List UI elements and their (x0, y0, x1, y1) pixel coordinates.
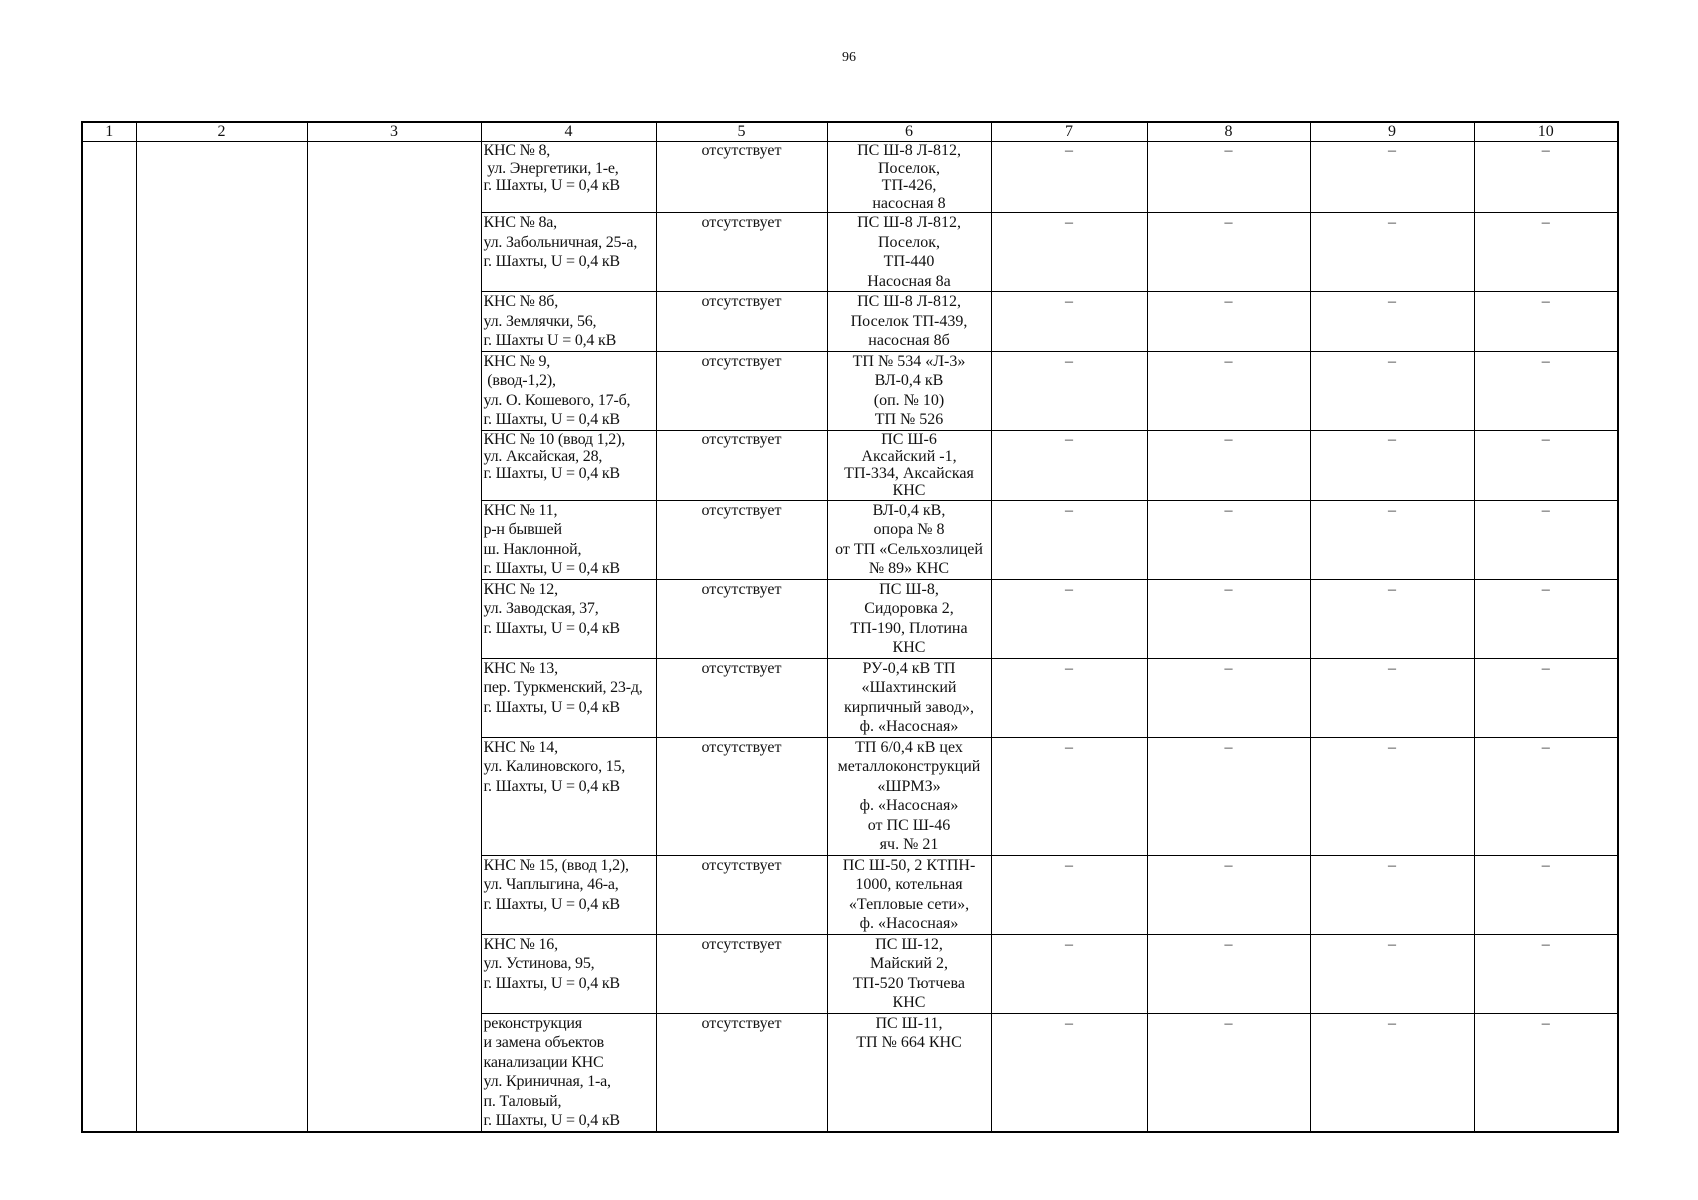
power-source-cell: ПС Ш-6 Аксайский -1, ТП-334, Аксайская КНС (827, 430, 991, 500)
status-cell: отсутствует (656, 430, 827, 500)
object-cell: КНС № 8б, ул. Землячки, 56, г. Шахты U = 0,4 кВ (481, 292, 656, 352)
value-cell: – (1310, 500, 1474, 579)
object-cell: КНС № 13, пер. Туркменский, 23-д, г. Шахты, U = 0,4 кВ (481, 658, 656, 737)
status-cell: отсутствует (656, 579, 827, 658)
value-cell: – (991, 142, 1147, 213)
value-cell: – (1474, 934, 1618, 1013)
power-source-cell: ПС Ш-8 Л-812, Поселок, ТП-440 Насосная 8а (827, 213, 991, 292)
value-cell: – (1474, 855, 1618, 934)
power-source-cell: ПС Ш-11, ТП № 664 КНС (827, 1013, 991, 1132)
object-cell: КНС № 10 (ввод 1,2), ул. Аксайская, 28, г. Шахты, U = 0,4 кВ (481, 430, 656, 500)
value-cell: – (1310, 737, 1474, 855)
power-source-cell: ПС Ш-12, Майский 2, ТП-520 Тютчева КНС (827, 934, 991, 1013)
value-cell: – (1147, 430, 1310, 500)
power-source-cell: ТП 6/0,4 кВ цех металлоконструкций «ШРМЗ» ф. «Насосная» от ПС Ш-46 яч. № 21 (827, 737, 991, 855)
value-cell: – (1310, 934, 1474, 1013)
column-header-2: 2 (136, 122, 307, 142)
value-cell: – (991, 658, 1147, 737)
value-cell: – (1147, 579, 1310, 658)
object-cell: КНС № 14, ул. Калиновского, 15, г. Шахты, U = 0,4 кВ (481, 737, 656, 855)
column-3-cell (307, 142, 481, 1132)
status-cell: отсутствует (656, 500, 827, 579)
value-cell: – (1474, 430, 1618, 500)
table-body (82, 142, 1618, 1132)
value-cell: – (1147, 658, 1310, 737)
page-number: 96 (842, 50, 856, 65)
value-cell: – (1147, 500, 1310, 579)
value-cell: – (1474, 500, 1618, 579)
power-source-cell: ПС Ш-8, Сидоровка 2, ТП-190, Плотина КНС (827, 579, 991, 658)
value-cell: – (1310, 142, 1474, 213)
value-cell: – (1474, 292, 1618, 352)
status-cell: отсутствует (656, 213, 827, 292)
column-header-7: 7 (991, 122, 1147, 142)
status-cell: отсутствует (656, 1013, 827, 1132)
value-cell: – (1310, 579, 1474, 658)
value-cell: – (991, 351, 1147, 430)
value-cell: – (991, 737, 1147, 855)
object-cell: КНС № 15, (ввод 1,2), ул. Чаплыгина, 46-а, г. Шахты, U = 0,4 кВ (481, 855, 656, 934)
value-cell: – (1310, 658, 1474, 737)
value-cell: – (1310, 213, 1474, 292)
value-cell: – (991, 500, 1147, 579)
object-cell: КНС № 8, ул. Энергетики, 1-е, г. Шахты, U = 0,4 кВ (481, 142, 656, 213)
value-cell: – (991, 292, 1147, 352)
value-cell: – (991, 934, 1147, 1013)
table-header (82, 122, 1618, 142)
column-header-8: 8 (1147, 122, 1310, 142)
value-cell: – (991, 430, 1147, 500)
column-header-4: 4 (481, 122, 656, 142)
power-source-cell: ТП № 534 «Л-3» ВЛ-0,4 кВ (оп. № 10) ТП № 526 (827, 351, 991, 430)
status-cell: отсутствует (656, 934, 827, 1013)
column-header-6: 6 (827, 122, 991, 142)
value-cell: – (1147, 213, 1310, 292)
value-cell: – (1310, 351, 1474, 430)
object-cell: КНС № 8а, ул. Забольничная, 25-а, г. Шахты, U = 0,4 кВ (481, 213, 656, 292)
data-table (81, 121, 1619, 1133)
status-cell: отсутствует (656, 658, 827, 737)
value-cell: – (991, 579, 1147, 658)
power-source-cell: ПС Ш-50, 2 КТПН- 1000, котельная «Тепловые сети», ф. «Насосная» (827, 855, 991, 934)
value-cell: – (1474, 142, 1618, 213)
value-cell: – (1474, 737, 1618, 855)
column-header-10: 10 (1474, 122, 1618, 142)
status-cell: отсутствует (656, 292, 827, 352)
header-row (82, 122, 1618, 142)
value-cell: – (1310, 855, 1474, 934)
value-cell: – (1147, 1013, 1310, 1132)
value-cell: – (1474, 579, 1618, 658)
column-header-5: 5 (656, 122, 827, 142)
object-cell: КНС № 11, р-н бывшей ш. Наклонной, г. Шахты, U = 0,4 кВ (481, 500, 656, 579)
column-header-9: 9 (1310, 122, 1474, 142)
value-cell: – (1474, 1013, 1618, 1132)
value-cell: – (1474, 213, 1618, 292)
value-cell: – (1147, 737, 1310, 855)
value-cell: – (1147, 351, 1310, 430)
power-source-cell: РУ-0,4 кВ ТП «Шахтинский кирпичный завод», ф. «Насосная» (827, 658, 991, 737)
object-cell: КНС № 16, ул. Устинова, 95, г. Шахты, U = 0,4 кВ (481, 934, 656, 1013)
power-source-cell: ВЛ-0,4 кВ, опора № 8 от ТП «Сельхозлицей № 89» КНС (827, 500, 991, 579)
value-cell: – (1310, 430, 1474, 500)
value-cell: – (1147, 142, 1310, 213)
value-cell: – (1474, 351, 1618, 430)
status-cell: отсутствует (656, 142, 827, 213)
status-cell: отсутствует (656, 855, 827, 934)
value-cell: – (1147, 292, 1310, 352)
value-cell: – (991, 1013, 1147, 1132)
status-cell: отсутствует (656, 351, 827, 430)
value-cell: – (1310, 292, 1474, 352)
object-cell: КНС № 9, (ввод-1,2), ул. О. Кошевого, 17-б, г. Шахты, U = 0,4 кВ (481, 351, 656, 430)
column-2-cell (136, 142, 307, 1132)
object-cell: КНС № 12, ул. Заводская, 37, г. Шахты, U = 0,4 кВ (481, 579, 656, 658)
column-header-1: 1 (82, 122, 136, 142)
value-cell: – (1474, 658, 1618, 737)
object-cell: реконструкция и замена объектов канализации КНС ул. Криничная, 1-а, п. Таловый, г. Шахты, U = 0,4 кВ (481, 1013, 656, 1132)
value-cell: – (1147, 855, 1310, 934)
value-cell: – (1310, 1013, 1474, 1132)
status-cell: отсутствует (656, 737, 827, 855)
column-header-3: 3 (307, 122, 481, 142)
column-1-cell (82, 142, 136, 1132)
value-cell: – (991, 213, 1147, 292)
power-source-cell: ПС Ш-8 Л-812, Поселок ТП-439, насосная 8б (827, 292, 991, 352)
table-row (82, 142, 1618, 213)
power-source-cell: ПС Ш-8 Л-812, Поселок, ТП-426, насосная 8 (827, 142, 991, 213)
value-cell: – (991, 855, 1147, 934)
value-cell: – (1147, 934, 1310, 1013)
